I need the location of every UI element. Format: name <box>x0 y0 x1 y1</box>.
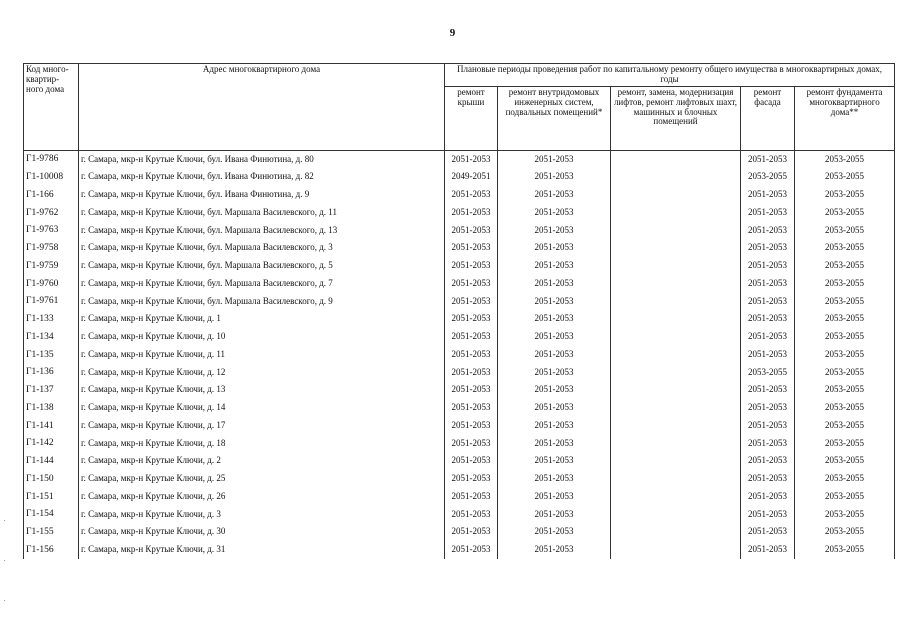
cell-code: Г1-9762 <box>24 204 79 222</box>
cell-roof: 2051-2053 <box>445 470 498 488</box>
cell-engineering: 2051-2053 <box>498 328 611 346</box>
cell-roof: 2051-2053 <box>445 222 498 240</box>
cell-address: г. Самара, мкр-н Крутые Ключи, д. 12 <box>79 364 445 382</box>
table-row <box>24 204 895 222</box>
cell-engineering: 2051-2053 <box>498 488 611 506</box>
cell-elevators <box>611 204 741 222</box>
cell-engineering: 2051-2053 <box>498 417 611 435</box>
header-periods: Плановые периоды проведения работ по капитальному ремонту общего имущества в многоквартирных домах, годы <box>445 64 895 87</box>
cell-code: Г1-141 <box>24 417 79 435</box>
capital-repair-table <box>23 63 895 560</box>
cell-code: Г1-151 <box>24 488 79 506</box>
cell-foundation: 2053-2055 <box>795 311 895 329</box>
table-row <box>24 311 895 329</box>
table-row <box>24 240 895 258</box>
cell-address: г. Самара, мкр-н Крутые Ключи, д. 14 <box>79 399 445 417</box>
cell-address: г. Самара, мкр-н Крутые Ключи, д. 18 <box>79 435 445 453</box>
cell-code: Г1-134 <box>24 328 79 346</box>
cell-code: Г1-142 <box>24 435 79 453</box>
cell-code: Г1-155 <box>24 524 79 542</box>
cell-engineering: 2051-2053 <box>498 240 611 258</box>
cell-roof: 2051-2053 <box>445 311 498 329</box>
table-body <box>24 150 895 559</box>
cell-address: г. Самара, мкр-н Крутые Ключи, бул. Маршала Василевского, д. 11 <box>79 204 445 222</box>
cell-engineering: 2051-2053 <box>498 186 611 204</box>
cell-roof: 2051-2053 <box>445 453 498 471</box>
cell-roof: 2051-2053 <box>445 506 498 524</box>
cell-roof: 2051-2053 <box>445 399 498 417</box>
cell-facade: 2051-2053 <box>741 240 795 258</box>
cell-address: г. Самара, мкр-н Крутые Ключи, д. 1 <box>79 311 445 329</box>
cell-foundation: 2053-2055 <box>795 257 895 275</box>
cell-address: г. Самара, мкр-н Крутые Ключи, бул. Маршала Василевского, д. 13 <box>79 222 445 240</box>
cell-elevators <box>611 311 741 329</box>
cell-foundation: 2053-2055 <box>795 524 895 542</box>
cell-roof: 2051-2053 <box>445 204 498 222</box>
cell-roof: 2051-2053 <box>445 275 498 293</box>
cell-foundation: 2053-2055 <box>795 470 895 488</box>
cell-code: Г1-137 <box>24 382 79 400</box>
cell-facade: 2051-2053 <box>741 222 795 240</box>
cell-roof: 2051-2053 <box>445 346 498 364</box>
table-row <box>24 399 895 417</box>
cell-elevators <box>611 382 741 400</box>
cell-foundation: 2053-2055 <box>795 169 895 187</box>
cell-roof: 2051-2053 <box>445 293 498 311</box>
cell-facade: 2051-2053 <box>741 541 795 559</box>
cell-facade: 2051-2053 <box>741 435 795 453</box>
cell-elevators <box>611 186 741 204</box>
cell-facade: 2051-2053 <box>741 399 795 417</box>
table-row <box>24 488 895 506</box>
cell-address: г. Самара, мкр-н Крутые Ключи, д. 2 <box>79 453 445 471</box>
cell-facade: 2051-2053 <box>741 470 795 488</box>
cell-roof: 2051-2053 <box>445 382 498 400</box>
cell-code: Г1-9758 <box>24 240 79 258</box>
table-row <box>24 524 895 542</box>
cell-engineering: 2051-2053 <box>498 204 611 222</box>
cell-code: Г1-136 <box>24 364 79 382</box>
cell-foundation: 2053-2055 <box>795 293 895 311</box>
table-row <box>24 257 895 275</box>
cell-code: Г1-133 <box>24 311 79 329</box>
cell-address: г. Самара, мкр-н Крутые Ключи, бул. Маршала Василевского, д. 3 <box>79 240 445 258</box>
cell-elevators <box>611 364 741 382</box>
cell-engineering: 2051-2053 <box>498 453 611 471</box>
cell-facade: 2051-2053 <box>741 524 795 542</box>
cell-elevators <box>611 399 741 417</box>
cell-facade: 2051-2053 <box>741 186 795 204</box>
cell-engineering: 2051-2053 <box>498 399 611 417</box>
cell-roof: 2051-2053 <box>445 488 498 506</box>
cell-elevators <box>611 435 741 453</box>
table-row <box>24 169 895 187</box>
cell-elevators <box>611 506 741 524</box>
scan-speck <box>4 560 5 561</box>
table-row <box>24 417 895 435</box>
cell-engineering: 2051-2053 <box>498 435 611 453</box>
cell-facade: 2051-2053 <box>741 257 795 275</box>
cell-address: г. Самара, мкр-н Крутые Ключи, бул. Маршала Василевского, д. 5 <box>79 257 445 275</box>
cell-foundation: 2053-2055 <box>795 240 895 258</box>
cell-elevators <box>611 453 741 471</box>
cell-address: г. Самара, мкр-н Крутые Ключи, д. 17 <box>79 417 445 435</box>
cell-code: Г1-156 <box>24 541 79 559</box>
cell-elevators <box>611 524 741 542</box>
header-roof: ремонт крыши <box>445 86 498 150</box>
cell-address: г. Самара, мкр-н Крутые Ключи, д. 25 <box>79 470 445 488</box>
cell-engineering: 2051-2053 <box>498 506 611 524</box>
cell-address: г. Самара, мкр-н Крутые Ключи, бул. Маршала Василевского, д. 9 <box>79 293 445 311</box>
cell-engineering: 2051-2053 <box>498 169 611 187</box>
table-row <box>24 541 895 559</box>
cell-foundation: 2053-2055 <box>795 506 895 524</box>
cell-foundation: 2053-2055 <box>795 346 895 364</box>
cell-elevators <box>611 328 741 346</box>
cell-code: Г1-154 <box>24 506 79 524</box>
cell-foundation: 2053-2055 <box>795 417 895 435</box>
header-code: Код много-квартир-ного дома <box>24 64 79 151</box>
cell-foundation: 2053-2055 <box>795 382 895 400</box>
cell-elevators <box>611 169 741 187</box>
cell-elevators <box>611 293 741 311</box>
cell-foundation: 2053-2055 <box>795 453 895 471</box>
table-row <box>24 150 895 168</box>
cell-facade: 2051-2053 <box>741 382 795 400</box>
cell-address: г. Самара, мкр-н Крутые Ключи, д. 31 <box>79 541 445 559</box>
cell-address: г. Самара, мкр-н Крутые Ключи, бул. Ивана Финютина, д. 82 <box>79 169 445 187</box>
cell-foundation: 2053-2055 <box>795 399 895 417</box>
cell-facade: 2051-2053 <box>741 346 795 364</box>
cell-engineering: 2051-2053 <box>498 364 611 382</box>
cell-engineering: 2051-2053 <box>498 275 611 293</box>
cell-foundation: 2053-2055 <box>795 328 895 346</box>
table-row <box>24 328 895 346</box>
cell-address: г. Самара, мкр-н Крутые Ключи, бул. Маршала Василевского, д. 7 <box>79 275 445 293</box>
cell-roof: 2051-2053 <box>445 150 498 168</box>
cell-address: г. Самара, мкр-н Крутые Ключи, бул. Ивана Финютина, д. 80 <box>79 150 445 168</box>
cell-address: г. Самара, мкр-н Крутые Ключи, д. 10 <box>79 328 445 346</box>
cell-roof: 2051-2053 <box>445 186 498 204</box>
cell-foundation: 2053-2055 <box>795 541 895 559</box>
cell-code: Г1-9761 <box>24 293 79 311</box>
table-row <box>24 435 895 453</box>
cell-foundation: 2053-2055 <box>795 488 895 506</box>
cell-elevators <box>611 488 741 506</box>
cell-address: г. Самара, мкр-н Крутые Ключи, д. 30 <box>79 524 445 542</box>
cell-facade: 2053-2055 <box>741 364 795 382</box>
cell-roof: 2051-2053 <box>445 541 498 559</box>
cell-roof: 2051-2053 <box>445 328 498 346</box>
cell-roof: 2051-2053 <box>445 364 498 382</box>
cell-facade: 2051-2053 <box>741 328 795 346</box>
cell-address: г. Самара, мкр-н Крутые Ключи, д. 26 <box>79 488 445 506</box>
cell-engineering: 2051-2053 <box>498 382 611 400</box>
cell-foundation: 2053-2055 <box>795 435 895 453</box>
table-row <box>24 470 895 488</box>
table-row <box>24 382 895 400</box>
cell-elevators <box>611 150 741 168</box>
cell-facade: 2051-2053 <box>741 204 795 222</box>
cell-code: Г1-138 <box>24 399 79 417</box>
cell-elevators <box>611 346 741 364</box>
cell-elevators <box>611 417 741 435</box>
table-row <box>24 453 895 471</box>
cell-engineering: 2051-2053 <box>498 257 611 275</box>
cell-engineering: 2051-2053 <box>498 470 611 488</box>
cell-elevators <box>611 240 741 258</box>
cell-address: г. Самара, мкр-н Крутые Ключи, д. 3 <box>79 506 445 524</box>
cell-code: Г1-9786 <box>24 150 79 168</box>
cell-roof: 2049-2051 <box>445 169 498 187</box>
table-row <box>24 506 895 524</box>
table-row <box>24 346 895 364</box>
cell-elevators <box>611 541 741 559</box>
cell-elevators <box>611 275 741 293</box>
cell-address: г. Самара, мкр-н Крутые Ключи, д. 11 <box>79 346 445 364</box>
cell-roof: 2051-2053 <box>445 435 498 453</box>
cell-address: г. Самара, мкр-н Крутые Ключи, бул. Ивана Финютина, д. 9 <box>79 186 445 204</box>
cell-code: Г1-9763 <box>24 222 79 240</box>
cell-facade: 2053-2055 <box>741 169 795 187</box>
cell-foundation: 2053-2055 <box>795 204 895 222</box>
cell-foundation: 2053-2055 <box>795 275 895 293</box>
table-row <box>24 222 895 240</box>
cell-code: Г1-9760 <box>24 275 79 293</box>
cell-roof: 2051-2053 <box>445 524 498 542</box>
cell-engineering: 2051-2053 <box>498 150 611 168</box>
cell-engineering: 2051-2053 <box>498 524 611 542</box>
cell-roof: 2051-2053 <box>445 417 498 435</box>
cell-code: Г1-10008 <box>24 169 79 187</box>
cell-facade: 2051-2053 <box>741 453 795 471</box>
cell-engineering: 2051-2053 <box>498 346 611 364</box>
scan-speck <box>4 600 5 601</box>
table-row <box>24 275 895 293</box>
cell-roof: 2051-2053 <box>445 240 498 258</box>
header-engineering: ремонт внутридомовых инженерных систем, подвальных помещений* <box>498 86 611 150</box>
cell-foundation: 2053-2055 <box>795 150 895 168</box>
cell-foundation: 2053-2055 <box>795 222 895 240</box>
cell-facade: 2051-2053 <box>741 311 795 329</box>
cell-facade: 2051-2053 <box>741 488 795 506</box>
cell-facade: 2051-2053 <box>741 275 795 293</box>
cell-code: Г1-150 <box>24 470 79 488</box>
cell-code: Г1-144 <box>24 453 79 471</box>
cell-code: Г1-166 <box>24 186 79 204</box>
cell-elevators <box>611 222 741 240</box>
page-number: 9 <box>449 27 456 39</box>
table-header <box>24 64 895 151</box>
cell-engineering: 2051-2053 <box>498 311 611 329</box>
cell-elevators <box>611 470 741 488</box>
cell-elevators <box>611 257 741 275</box>
header-foundation: ремонт фундамента многоквартирного дома** <box>795 86 895 150</box>
cell-foundation: 2053-2055 <box>795 364 895 382</box>
cell-code: Г1-135 <box>24 346 79 364</box>
table-row <box>24 364 895 382</box>
cell-address: г. Самара, мкр-н Крутые Ключи, д. 13 <box>79 382 445 400</box>
header-elevators: ремонт, замена, модернизация лифтов, ремонт лифтовых шахт, машинных и блочных помещений <box>611 86 741 150</box>
cell-roof: 2051-2053 <box>445 257 498 275</box>
cell-facade: 2051-2053 <box>741 150 795 168</box>
scan-speck <box>4 520 5 521</box>
header-facade: ремонт фасада <box>741 86 795 150</box>
cell-engineering: 2051-2053 <box>498 541 611 559</box>
cell-facade: 2051-2053 <box>741 293 795 311</box>
cell-facade: 2051-2053 <box>741 506 795 524</box>
cell-code: Г1-9759 <box>24 257 79 275</box>
header-address: Адрес многоквартирного дома <box>79 64 445 151</box>
table-row <box>24 186 895 204</box>
cell-foundation: 2053-2055 <box>795 186 895 204</box>
cell-facade: 2051-2053 <box>741 417 795 435</box>
cell-engineering: 2051-2053 <box>498 222 611 240</box>
table-row <box>24 293 895 311</box>
cell-engineering: 2051-2053 <box>498 293 611 311</box>
